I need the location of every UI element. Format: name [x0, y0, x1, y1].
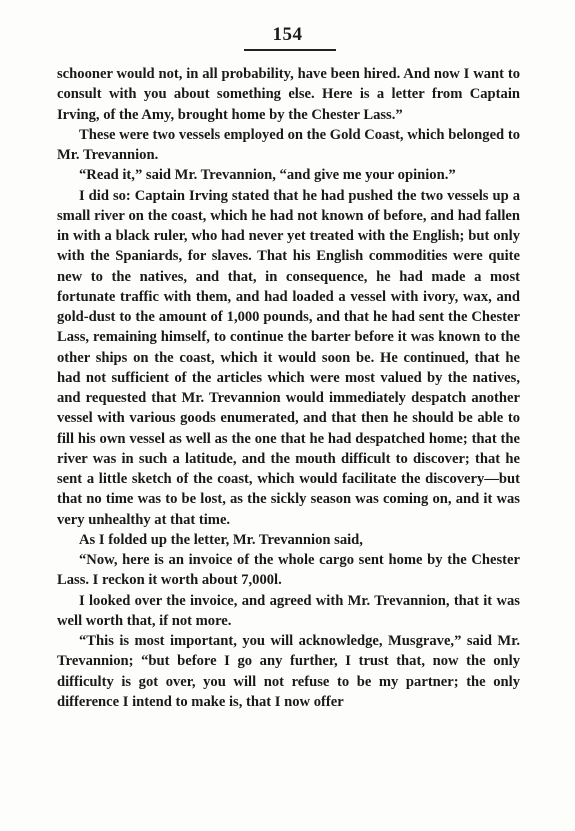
paragraph-2: These were two vessels employed on the Gold Coast, which belonged to Mr. Trevannion. [57, 126, 520, 163]
page-number: 154 [272, 24, 303, 45]
header-rule [244, 49, 336, 51]
paragraph-3: “Read it,” said Mr. Trevannion, “and give me your opinion.” [79, 167, 456, 184]
paragraph-5: As I folded up the letter, Mr. Trevannion said, [79, 531, 363, 548]
paragraph-7: I looked over the invoice, and agreed with Mr. Trevannion, that it was well worth that, if not more. [57, 592, 520, 629]
paragraph-4: I did so: Captain Irving stated that he had pushed the two vessels up a small river on the coast, which he had not known of before, and had fallen in with a black ruler, who had never yet treated with the English; but only with the Spaniards, for slaves. That his English commodities were quite new to the natives, and that, in consequence, he had made a most fortunate traffic with them, and had loaded a vessel with ivory, wax, and gold-dust to the amount of 1,000 pounds, and that he had sent the Chester Lass, remaining himself, to continue the barter before it was known to the other ships on the coast, which it would soon be. He continued, that he had not sufficient of the articles which were most valued by the natives, and requested that Mr. Trevannion would immediately despatch another vessel with various goods enumerated, and that then he should be able to fill his own vessel as well as the one that he had despatched home; that the river was in such a latitude, and the mouth difficult to discover; that he sent a little sketch of the coast, which would facilitate the discovery—but that no time was to be lost, as the sickly season was coming on, and it was very unhealthy at that time. [57, 187, 520, 528]
page-header [0, 24, 575, 46]
paragraph-8: “This is most important, you will acknowledge, Musgrave,” said Mr. Trevannion; “but before I go any further, I trust that, now the only difficulty is got over, you will not refuse to be my partner; the only difference I intend to make is, that I now offer [57, 633, 520, 710]
paragraph-1: schooner would not, in all probability, have been hired. And now I want to consult with you about something else. Here is a letter from Captain Irving, of the Amy, brought home by the Chester Lass.” [57, 66, 520, 123]
paragraph-6: “Now, here is an invoice of the whole cargo sent home by the Chester Lass. I reckon it worth about 7,000l. [57, 552, 520, 589]
page-body [57, 64, 520, 712]
